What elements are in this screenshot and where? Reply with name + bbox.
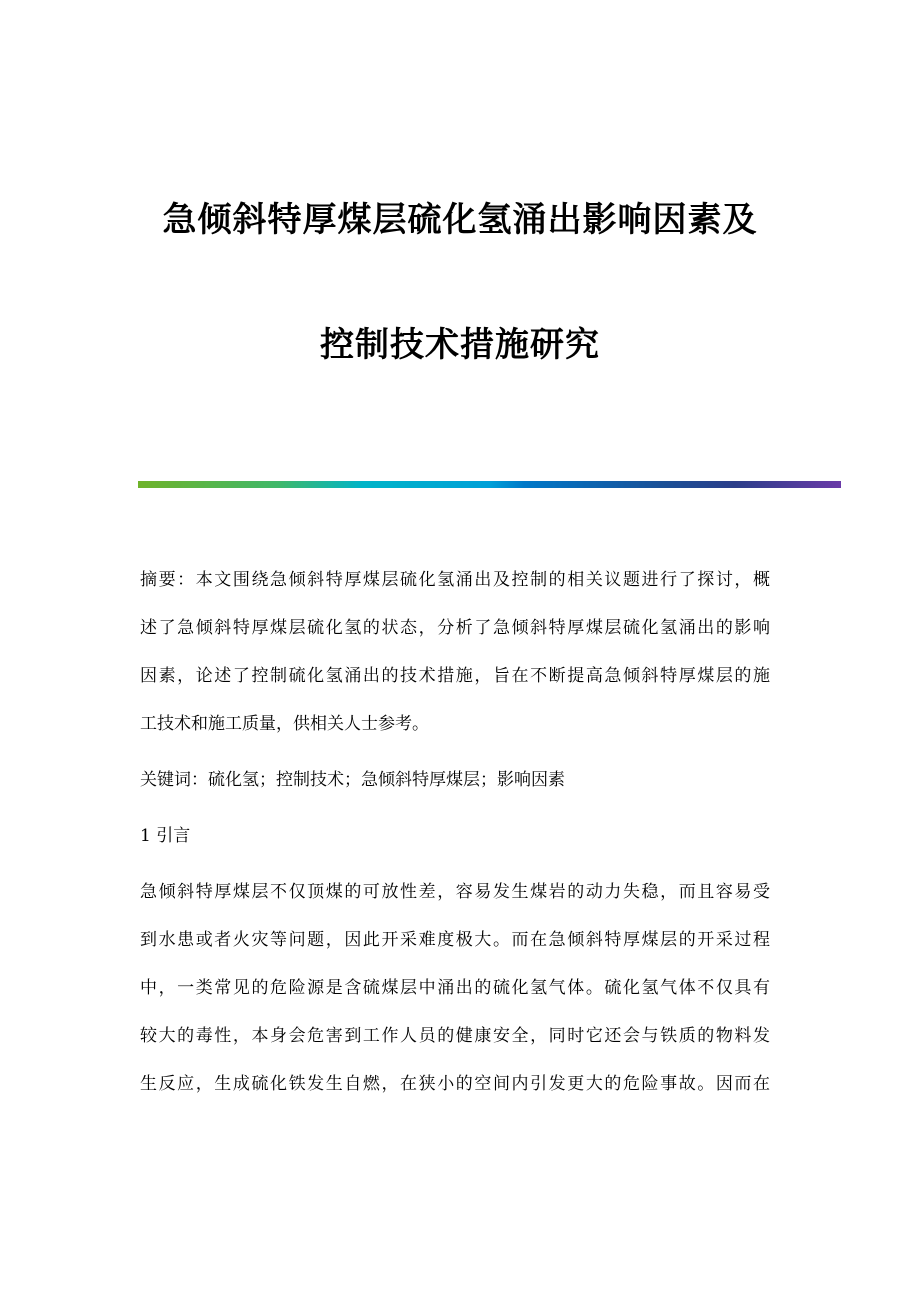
section-heading: 1 引言 bbox=[140, 826, 191, 846]
abstract-line: 工技术和施工质量，供相关人士参考。 bbox=[140, 714, 429, 734]
title-line-1: 急倾斜特厚煤层硫化氢涌出影响因素及 bbox=[162, 200, 758, 240]
gradient-divider bbox=[138, 481, 841, 488]
body-line: 急倾斜特厚煤层不仅顶煤的可放性差，容易发生煤岩的动力失稳，而且容易受 bbox=[140, 882, 770, 902]
body-line: 较大的毒性，本身会危害到工作人员的健康安全，同时它还会与铁质的物料发 bbox=[140, 1026, 770, 1046]
body-line: 到水患或者火灾等问题，因此开采难度极大。而在急倾斜特厚煤层的开采过程 bbox=[140, 930, 770, 950]
abstract-line: 摘要：本文围绕急倾斜特厚煤层硫化氢涌出及控制的相关议题进行了探讨，概 bbox=[140, 570, 770, 590]
abstract-line: 因素，论述了控制硫化氢涌出的技术措施，旨在不断提高急倾斜特厚煤层的施 bbox=[140, 666, 770, 686]
title-line-2: 控制技术措施研究 bbox=[320, 325, 600, 365]
keywords: 关键词：硫化氢；控制技术；急倾斜特厚煤层；影响因素 bbox=[140, 770, 565, 790]
body-line: 生反应，生成硫化铁发生自燃，在狭小的空间内引发更大的危险事故。因而在 bbox=[140, 1074, 770, 1094]
abstract-line: 述了急倾斜特厚煤层硫化氢的状态，分析了急倾斜特厚煤层硫化氢涌出的影响 bbox=[140, 618, 770, 638]
body-line: 中，一类常见的危险源是含硫煤层中涌出的硫化氢气体。硫化氢气体不仅具有 bbox=[140, 978, 770, 998]
